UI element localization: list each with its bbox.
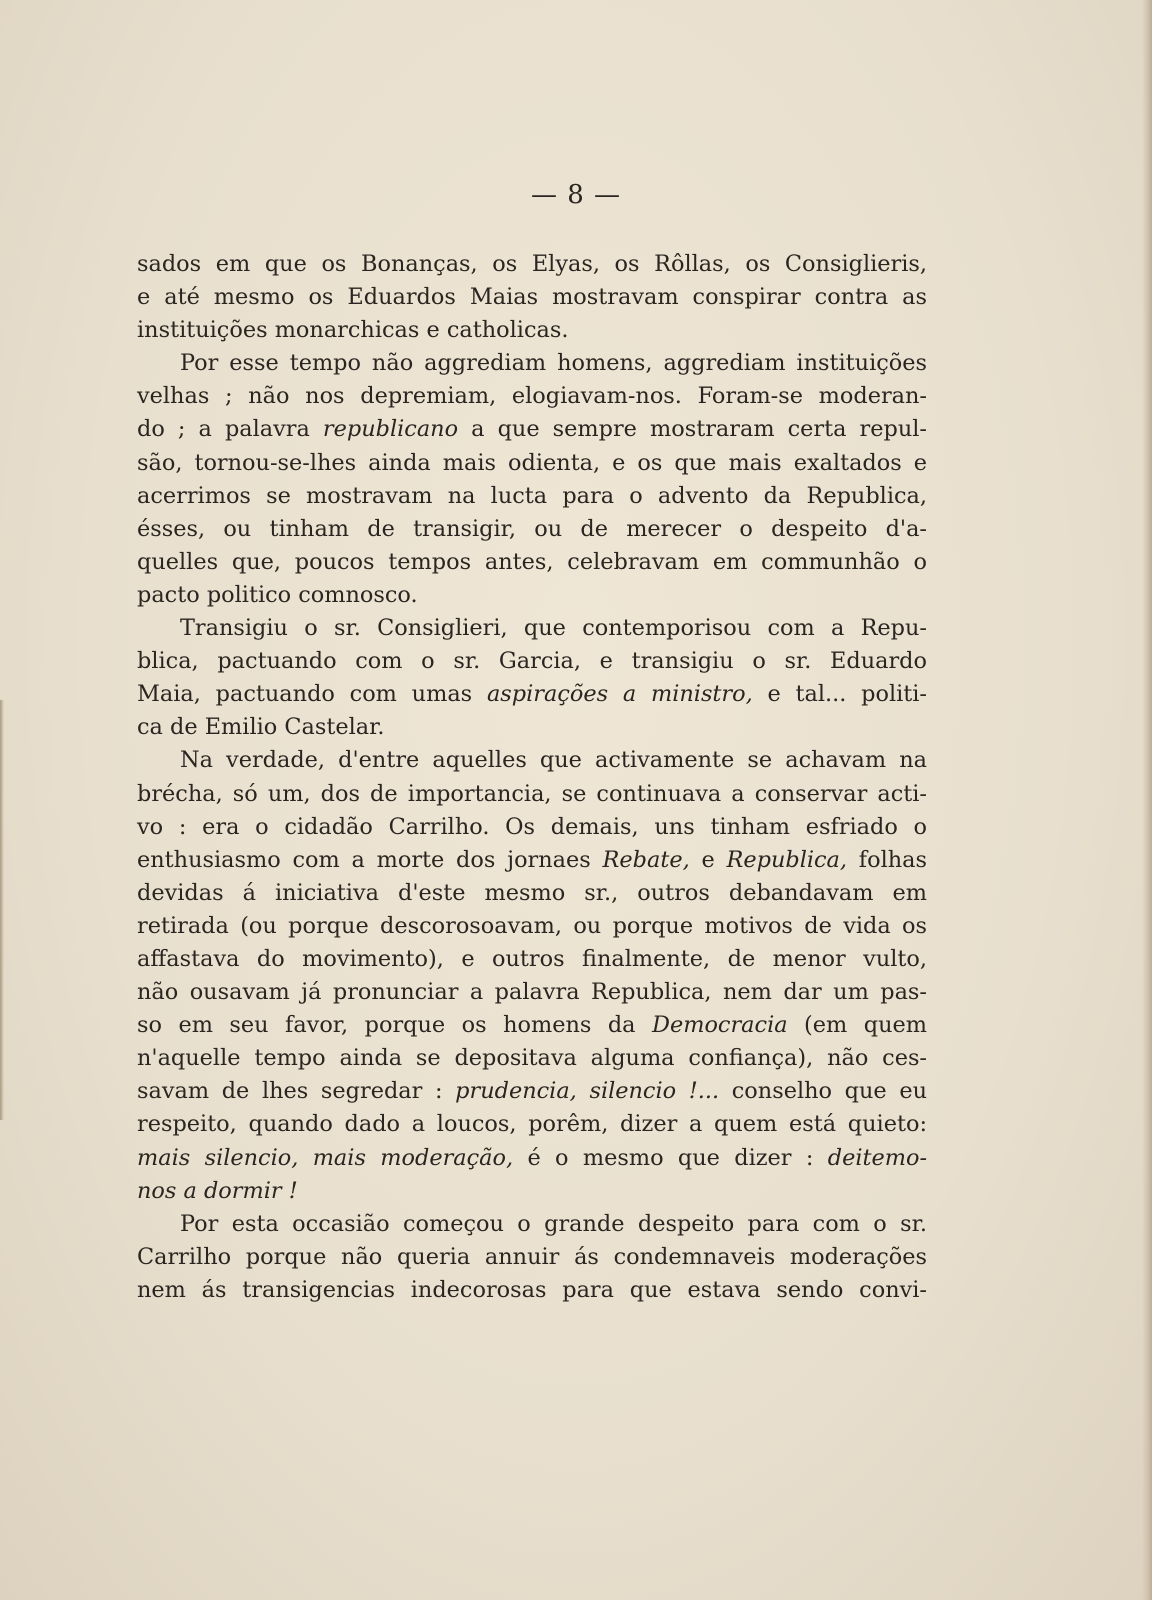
text-segment: instituições monarchicas e catholicas. [137,317,569,344]
text-segment: Transigiu o sr. Consiglieri, que contemporisou com a Repu- [180,615,927,642]
text-line [137,678,927,711]
text-segment: folhas [847,846,927,873]
italic-text: mais silencio, mais moderação, [137,1144,514,1171]
text-segment: Na verdade, d'entre aquelles que activamente se achavam na [180,747,927,774]
italic-text: deitemo- [827,1144,928,1171]
italic-text: nos a dormir ! [137,1177,298,1204]
text-line [137,877,927,910]
text-line [137,1009,927,1042]
text-segment: retirada (ou porque descorosoavam, ou porque motivos de vida os [137,912,927,939]
text-line [137,480,927,513]
text-line [137,1208,927,1241]
text-segment: quelles que, poucos tempos antes, celebravam em communhão o [137,548,927,575]
text-line [137,546,927,579]
text-line [137,380,927,413]
text-segment: ca de Emilio Castelar. [137,714,385,741]
text-line [137,281,927,314]
italic-text: Democracia [652,1012,788,1039]
text-line [137,645,927,678]
text-segment: savam de lhes segredar : [137,1078,456,1105]
text-segment: acerrimos se mostravam na lucta para o advento da Republica, [137,482,927,509]
text-line [137,1075,927,1108]
text-line [137,910,927,943]
text-segment: affastava do movimento), e outros finalmente, de menor vulto, [137,945,927,972]
text-segment: do ; a palavra [137,416,323,443]
text-line [137,1142,927,1175]
text-segment: e até mesmo os Eduardos Maias mostravam conspirar contra as [137,284,927,311]
text-line [137,513,927,546]
body-text [137,248,927,1307]
text-segment: n'aquelle tempo ainda se depositava alguma confiança), não ces- [137,1045,927,1072]
text-line [137,778,927,811]
text-segment: (em quem [787,1012,927,1039]
text-line [137,844,927,877]
text-line [137,976,927,1009]
page-number: — 8 — [530,180,622,210]
text-segment: a que sempre mostraram certa repul- [458,416,927,443]
text-segment: ésses, ou tinham de transigir, ou de merecer o despeito d'a- [137,515,927,542]
text-line [137,248,927,281]
text-line [137,744,927,777]
text-segment: Carrilho porque não queria annuir ás condemnaveis moderações [137,1243,927,1270]
text-segment: e [689,846,727,873]
text-segment: so em seu favor, porque os homens da [137,1012,653,1039]
text-line [137,1175,927,1208]
page-right-edge [1142,0,1152,1600]
italic-text: republicano [322,416,459,443]
text-segment: são, tornou-se-lhes ainda mais odienta, e os que mais exaltados e [137,449,927,476]
text-segment: é o mesmo que dizer : [513,1144,828,1171]
text-line [137,314,927,347]
text-segment: e tal... politi- [752,681,927,708]
text-line [137,413,927,446]
text-line [137,579,927,612]
text-segment: velhas ; não nos depremiam, elogiavam-nos. Foram-se moderan- [137,383,927,410]
text-line [137,811,927,844]
text-segment: Maia, pactuando com umas [137,681,487,708]
text-line [137,347,927,380]
text-segment: vo : era o cidadão Carrilho. Os demais, uns tinham esfriado o [137,813,927,840]
text-segment: respeito, quando dado a loucos, porêm, dizer a quem está quieto: [137,1111,927,1138]
text-line [137,612,927,645]
text-segment: não ousavam já pronunciar a palavra Republica, nem dar um pas- [137,979,927,1006]
text-line [137,1241,927,1274]
text-line [137,1042,927,1075]
page-left-shadow [0,700,4,1120]
text-segment: enthusiasmo com a morte dos jornaes [137,846,603,873]
text-line [137,447,927,480]
text-line [137,711,927,744]
text-segment: sados em que os Bonanças, os Elyas, os Rôllas, os Consiglieris, [137,251,927,277]
text-line [137,943,927,976]
italic-text: Rebate, [602,846,690,873]
italic-text: aspirações a ministro, [486,681,753,708]
text-segment: devidas á iniciativa d'este mesmo sr., outros debandavam em [137,879,927,906]
text-segment: conselho que eu [719,1078,927,1105]
text-segment: blica, pactuando com o sr. Garcia, e transigiu o sr. Eduardo [137,648,927,675]
text-line [137,1274,927,1307]
text-segment: Por esse tempo não aggrediam homens, aggrediam instituições [180,350,927,377]
text-segment: nem ás transigencias indecorosas para que estava sendo convi- [137,1276,927,1303]
italic-text: Republica, [726,846,848,873]
text-segment: pacto politico comnosco. [137,581,418,608]
text-segment: brécha, só um, dos de importancia, se continuava a conservar acti- [137,780,927,807]
italic-text: prudencia, silencio !... [455,1078,720,1105]
text-line [137,1108,927,1141]
text-segment: Por esta occasião começou o grande despeito para com o sr. [180,1210,927,1237]
